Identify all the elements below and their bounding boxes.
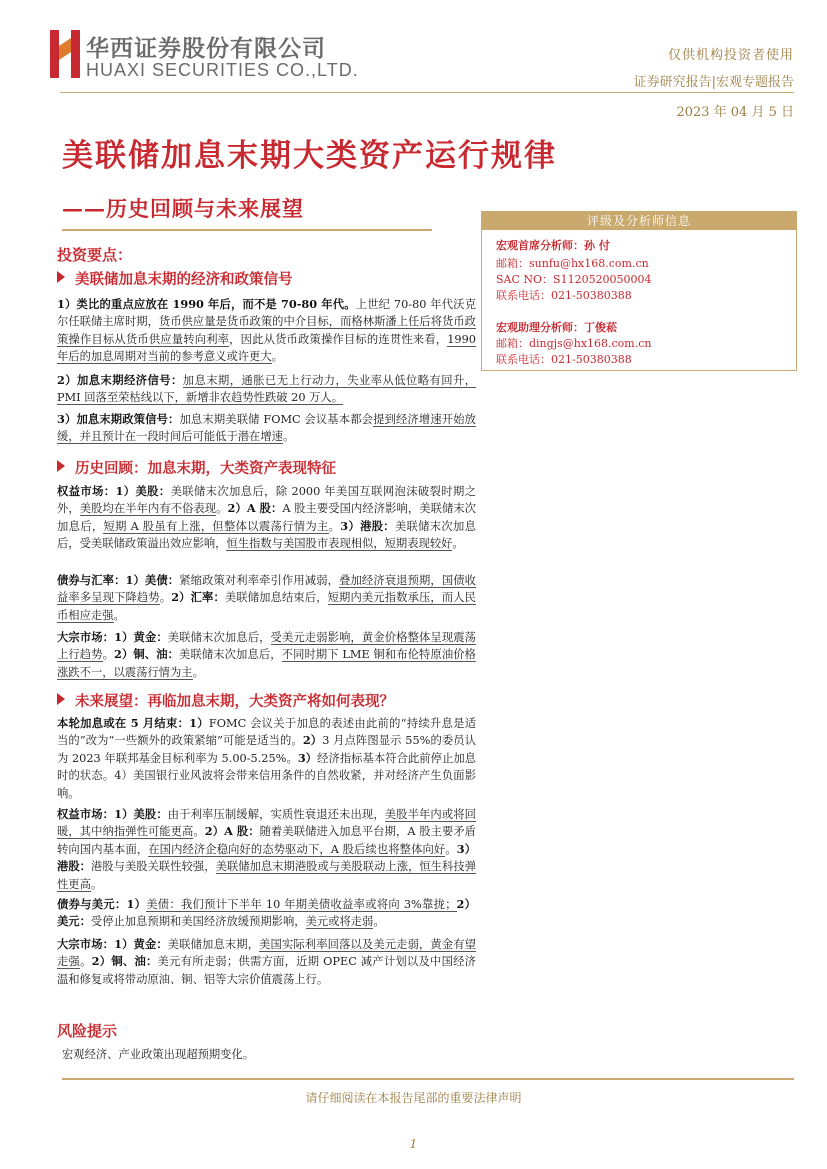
analyst-1-phone: 联系电话：021-50380388 <box>496 289 632 302</box>
risk-warning-title: 风险提示 <box>57 1022 118 1040</box>
paragraph-history-bonds: 债券与汇率：1）美债：紧缩政策对利率牵引作用减弱，叠加经济衰退预期，国债收益率多呈现下降趋势。2）汇率：美联储加息结束后，短期内美元指数承压，而人民币相应走强。 <box>57 573 476 622</box>
analyst-2-phone: 联系电话：021-50380388 <box>496 353 632 366</box>
section-heading-text: 未来展望：再临加息末期，大类资产将如何表现？ <box>75 693 394 710</box>
paragraph-2: 2）加息末期经济信号：加息末期，通胀已无上行动力，失业率从低位略有回升，PMI 回落至荣枯线以下，新增非农趋势性跌破 20 万人。 <box>57 373 476 405</box>
paragraph-outlook-bonds: 债券与美元：1）美债：我们预计下半年 10 年期美债收益率或将向 3%靠拢；2）美元：受停止加息预期和美国经济放缓预期影响，美元或将走弱。 <box>57 897 476 929</box>
report-subtitle: ——历史回顾与未来展望 <box>62 196 304 221</box>
triangle-bullet-icon <box>57 271 65 283</box>
paragraph-history-equity: 权益市场：1）美股：美联储末次加息后，除 2000 年美国互联网泡沫破裂时期之外，美股均在半年内有不俗表现。2）A 股：A 股主要受国内经济影响，美联储末次加息后，短期 A 股虽有上涨，但整体以震荡行情为主。3）港股：美联储末次加息后，受美联储政策溢出效应影响，恒生指数与美国股市表现相似，短期表现较好。 <box>57 484 476 551</box>
triangle-bullet-icon <box>57 460 65 472</box>
report-date: 2023 年 04 月 5 日 <box>676 105 794 120</box>
analyst-1-email[interactable]: 邮箱：sunfu@hx168.com.cn <box>496 257 649 270</box>
report-title: 美联储加息末期大类资产运行规律 <box>62 138 557 174</box>
subtitle-divider <box>62 229 432 231</box>
section-heading-text: 美联储加息末期的经济和政策信号 <box>75 271 293 288</box>
audience-note: 仅供机构投资者使用 <box>667 48 794 63</box>
report-type: 证券研究报告|宏观专题报告 <box>633 75 794 90</box>
triangle-bullet-icon <box>57 693 65 705</box>
key-points-label: 投资要点： <box>57 246 133 264</box>
company-logo-icon <box>50 30 80 78</box>
paragraph-3: 3）加息末期政策信号：加息末期美联储 FOMC 会议基本都会提到经济增速开始放缓，并且预计在一段时间后可能低于潜在增速。 <box>57 412 476 444</box>
section-heading-signals <box>57 268 293 289</box>
analyst-2-email[interactable]: 邮箱：dingjs@hx168.com.cn <box>496 337 652 350</box>
paragraph-outlook-hike-end: 本轮加息或在 5 月结束：1）FOMC 会议关于加息的表述由此前的“持续升息是适当的”改为“一些额外的政策紧缩”可能是适当的。2）3 月点阵图显示 55%的委员认为 2023 年联邦基金目标利率为 5.00-5.25%。3）经济指标基本符合此前停止加息时的状态。4）美国银行业风波将会带来信用条件的自然收紧，并对经济产生负面影响。 <box>57 716 477 800</box>
header-divider <box>60 92 794 93</box>
section-heading-history <box>57 457 336 478</box>
analyst-1-role: 宏观首席分析师：孙 付 <box>496 239 610 252</box>
section-heading-text: 历史回顾：加息末期，大类资产表现特征 <box>75 460 336 477</box>
company-name-en: HUAXI SECURITIES CO.,LTD. <box>86 60 359 80</box>
paragraph-history-commodities: 大宗市场：1）黄金：美联储末次加息后，受美元走弱影响，黄金价格整体呈现震荡上行趋势。2）铜、油：美联储末次加息后，不同时期下 LME 铜和布伦特原油价格涨跌不一，以震荡行情为主。 <box>57 630 476 679</box>
paragraph-outlook-equity: 权益市场：1）美股：由于利率压制缓解，实质性衰退还未出现，美股半年内或将回暖，其中纳指弹性可能更高。2）A 股：随着美联储进入加息平台期，A 股主要矛盾转向国内基本面，在国内经济企稳向好的态势驱动下，A 股后续也将整体向好。3）港股：港股与美股关联性较强，美联储加息末期港股或与美股联动上涨，恒生科技弹性更高。 <box>57 807 476 891</box>
company-name-cn: 华西证券股份有限公司 <box>86 36 326 62</box>
paragraph-1: 1）类比的重点应放在 1990 年后，而不是 70-80 年代。上世纪 70-80 年代沃克尔任联储主席时期，货币供应量是货币政策的中介目标，而格林斯潘上任后将货币政策操作目标从货币供应量转向利率，因此从货币政策操作目标的连贯性来看，1990 年后的加息周期对当前的参考意义或许更大。 <box>57 297 477 364</box>
legal-notice: 请仔细阅读在本报告尾部的重要法律声明 <box>305 1091 522 1105</box>
analyst-1-sac: SAC NO：S1120520050004 <box>496 273 652 286</box>
risk-warning-text: 宏观经济、产业政策出现超预期变化。 <box>62 1048 255 1061</box>
section-heading-outlook <box>57 690 394 711</box>
analyst-info-box <box>481 211 797 371</box>
analyst-2-role: 宏观助理分析师：丁俊菘 <box>496 321 617 334</box>
paragraph-outlook-commodities: 大宗市场：1）黄金：美联储加息末期，美国实际利率回落以及美元走弱，黄金有望走强。2）铜、油：美元有所走弱；供需方面，近期 OPEC 减产计划以及中国经济温和修复或将带动原油、铜、铝等大宗价值震荡上行。 <box>57 937 476 986</box>
footer-divider <box>62 1078 794 1080</box>
page-number: 1 <box>409 1137 418 1151</box>
analyst-box-heading: 评级及分析师信息 <box>482 212 796 230</box>
